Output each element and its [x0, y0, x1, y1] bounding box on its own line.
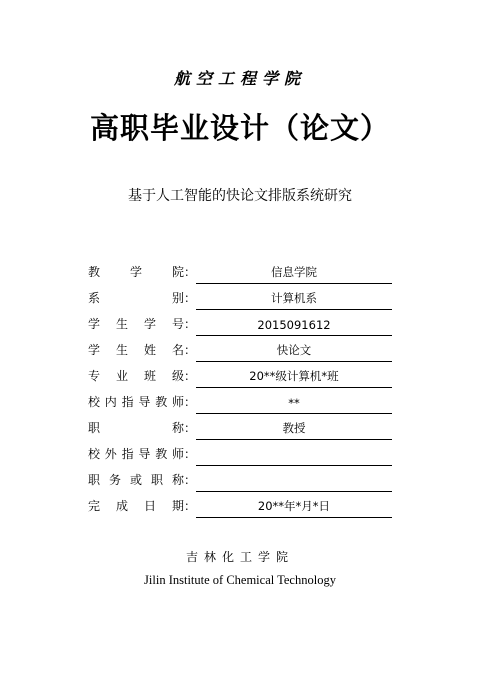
info-colon: ：	[184, 473, 197, 487]
info-colon: ：	[184, 369, 197, 383]
info-label: 职 务 或 职 称	[88, 473, 184, 487]
institution-name-en: Jilin Institute of Chemical Technology	[144, 573, 336, 587]
institution-name-cn: 吉林化工学院	[185, 550, 294, 564]
info-value-field: 20**年*月*日	[196, 492, 392, 518]
info-value-field: 20**级计算机*班	[196, 362, 392, 388]
info-label: 完 成 日 期	[88, 499, 184, 513]
info-label: 学 生 姓 名	[88, 343, 184, 357]
info-colon: ：	[184, 447, 197, 461]
info-label: 系 别	[88, 291, 184, 305]
info-value-field	[196, 466, 392, 492]
info-row	[88, 310, 392, 336]
info-colon: ：	[184, 317, 197, 331]
info-row	[88, 466, 392, 492]
info-table	[88, 258, 392, 518]
info-value-field: 2015091612	[196, 310, 392, 336]
info-row	[88, 258, 392, 284]
info-row	[88, 492, 392, 518]
info-value-field: 计算机系	[196, 284, 392, 310]
info-value-field	[196, 440, 392, 466]
info-colon: ：	[184, 421, 197, 435]
info-label: 教 学 院	[88, 265, 184, 279]
info-row	[88, 440, 392, 466]
school-name: 航空工程学院	[173, 69, 306, 88]
info-value-field: 快论文	[196, 336, 392, 362]
info-colon: ：	[184, 499, 197, 513]
info-row	[88, 414, 392, 440]
thesis-subtitle: 基于人工智能的快论文排版系统研究	[128, 188, 352, 204]
info-label: 职 称	[88, 421, 184, 435]
info-colon: ：	[184, 395, 197, 409]
info-colon: ：	[184, 343, 197, 357]
info-label: 校 外 指 导 教 师	[88, 447, 184, 461]
info-label: 校 内 指 导 教 师	[88, 395, 184, 409]
info-value-field: 教授	[196, 414, 392, 440]
info-row	[88, 336, 392, 362]
info-colon: ：	[184, 265, 197, 279]
info-label: 学 生 学 号	[88, 317, 184, 331]
info-value-field: 信息学院	[196, 258, 392, 284]
info-row	[88, 362, 392, 388]
info-row	[88, 284, 392, 310]
main-title: 高职毕业设计（论文）	[89, 111, 390, 145]
info-label: 专 业 班 级	[88, 369, 184, 383]
info-row	[88, 388, 392, 414]
info-colon: ：	[184, 291, 197, 305]
info-value-field: **	[196, 388, 392, 414]
